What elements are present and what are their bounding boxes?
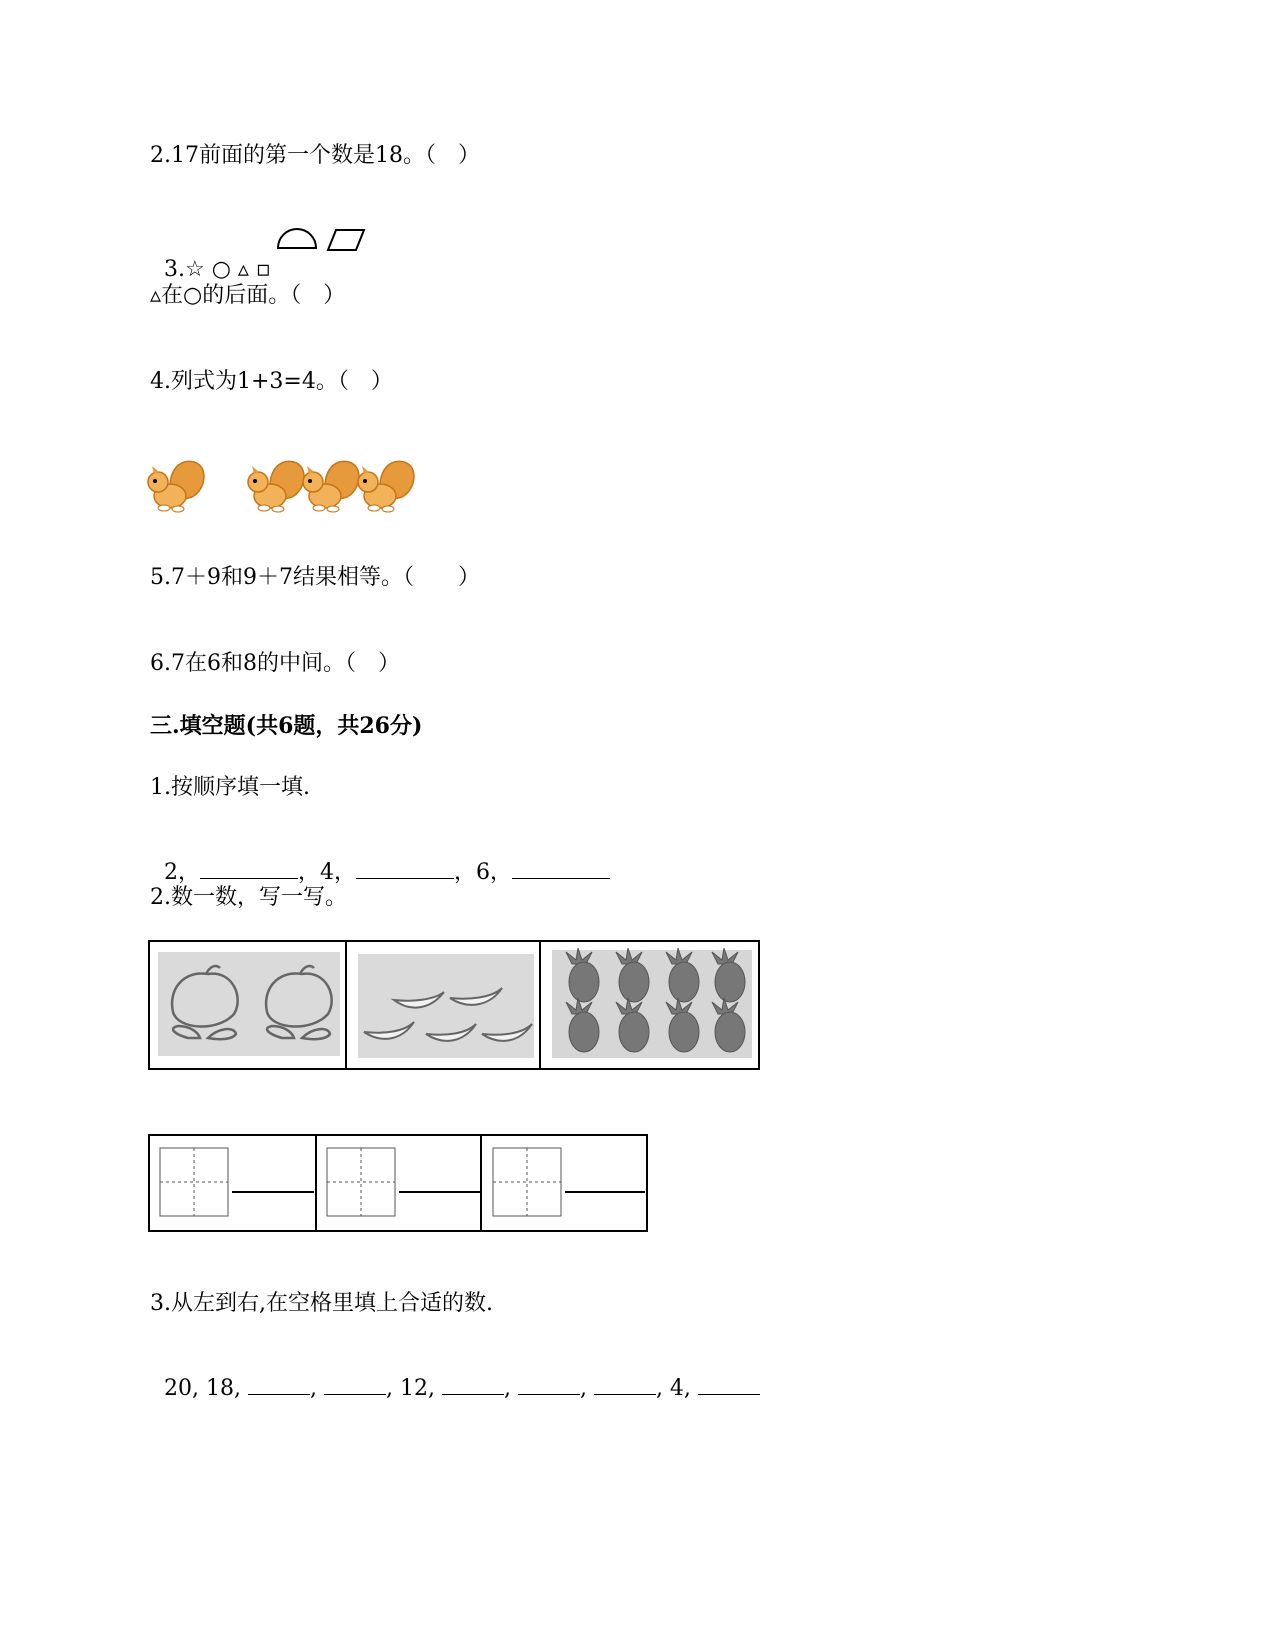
shape-sequence: 3.☆ ○ ▵ ▫ xyxy=(164,257,271,282)
answer-blank[interactable] xyxy=(594,1374,656,1395)
fruit-counting-table xyxy=(148,940,768,1074)
squirrels-picture xyxy=(144,452,434,522)
semicircle-shape-icon xyxy=(276,226,318,252)
answer-blank[interactable] xyxy=(518,1374,580,1395)
sequence-part: ，4， xyxy=(298,860,356,885)
section-3-heading: 三.填空题(共6题，共26分) xyxy=(150,713,423,739)
answer-blank[interactable] xyxy=(698,1374,760,1395)
answer-blank[interactable] xyxy=(324,1374,386,1395)
parallelogram-shape-icon xyxy=(326,228,366,252)
answer-blank[interactable] xyxy=(248,1374,310,1395)
fill-q3-title: 3.从左到右,在空格里填上合适的数. xyxy=(150,1291,493,1316)
fill-q3-sequence xyxy=(150,1346,760,1403)
question-6-between: 6.7在6和8的中间。（ ） xyxy=(150,651,400,676)
answer-blank[interactable] xyxy=(442,1374,504,1395)
answer-blank[interactable] xyxy=(512,858,610,879)
answer-blank[interactable] xyxy=(200,858,298,879)
fill-q1-sequence xyxy=(150,830,610,887)
sequence-part: ，6， xyxy=(454,860,512,885)
answer-blank[interactable] xyxy=(356,858,454,879)
squirrel-icon xyxy=(303,461,359,512)
fill-q2-title: 2.数一数，写一写。 xyxy=(150,885,347,910)
squirrel-icon xyxy=(358,461,414,512)
sequence-part: 2， xyxy=(164,860,200,885)
squirrel-icon xyxy=(248,461,304,512)
question-2-17: 2.17前面的第一个数是18。（ ） xyxy=(150,143,480,168)
sequence-part: , xyxy=(579,1376,594,1401)
writing-grid-table xyxy=(148,1134,658,1238)
sequence-part: 20, 18, xyxy=(164,1376,248,1401)
squirrel-icon xyxy=(148,461,204,512)
sequence-part: , xyxy=(503,1376,518,1401)
question-5-commutative: 5.7＋9和9＋7结果相等。（ ） xyxy=(150,565,480,590)
sequence-part: , 4, xyxy=(655,1376,698,1401)
fill-q1-title: 1.按顺序填一填. xyxy=(150,775,310,800)
question-3-statement: ▵在○的后面。（ ） xyxy=(150,283,346,308)
question-3-shapes xyxy=(150,228,271,284)
question-4-formula: 4.列式为1+3=4。（ ） xyxy=(150,369,393,394)
sequence-part: , 12, xyxy=(385,1376,442,1401)
sequence-part: , xyxy=(309,1376,324,1401)
